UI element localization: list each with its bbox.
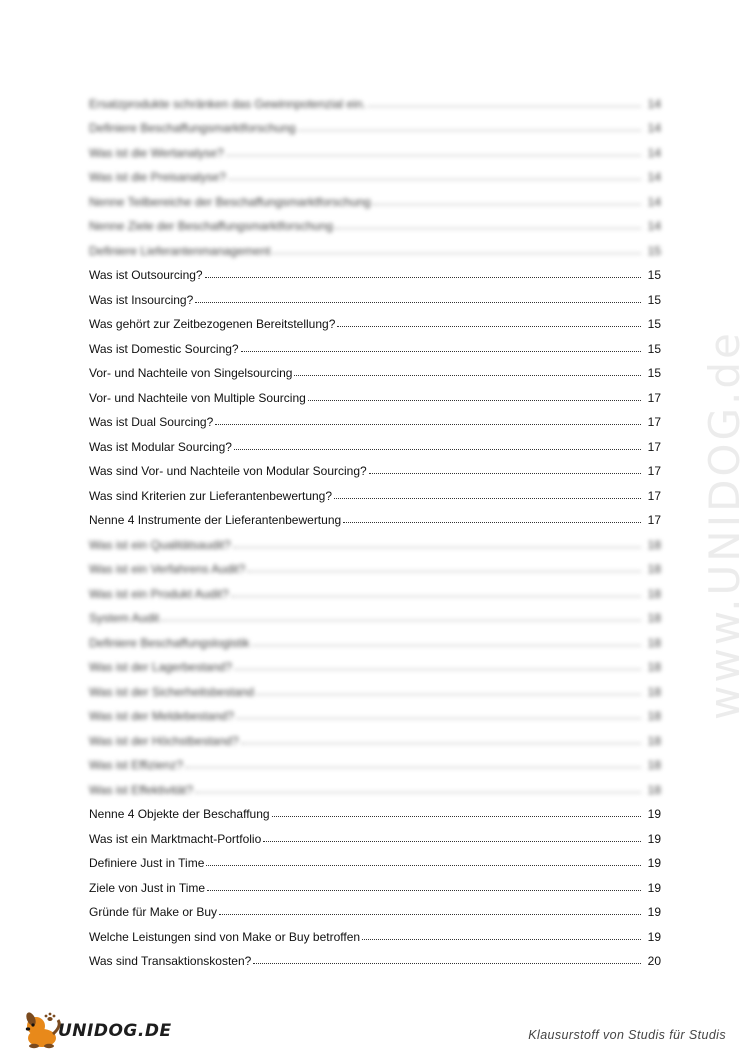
toc-entry-page: 14	[647, 194, 661, 209]
toc-entry-title: Was ist die Wertanalyse?	[89, 145, 224, 160]
toc-entry-page: 17	[647, 415, 661, 429]
toc-dot-leader	[294, 375, 641, 376]
toc-entry-title: Nenne 4 Instrumente der Lieferantenbewertung	[89, 513, 342, 527]
toc-entry-title: Was ist ein Marktmacht-Portfolio	[89, 831, 262, 846]
toc-dot-leader	[219, 914, 641, 915]
toc-dot-leader	[252, 645, 641, 646]
toc-dot-leader	[272, 253, 641, 254]
toc-entry-title: Definiere Beschaffungslogistik	[89, 635, 250, 650]
toc-dot-leader	[369, 473, 641, 474]
toc-entry-page: 19	[647, 929, 661, 944]
toc-entry-page: 17	[647, 464, 661, 478]
toc-dot-leader	[373, 204, 641, 205]
dog-mascot-icon	[24, 1011, 59, 1048]
toc-entry-page: 17	[647, 439, 661, 454]
toc-dot-leader	[195, 792, 641, 793]
toc-entry-page: 14	[647, 121, 661, 135]
toc-entry-title: Definiere Just in Time	[89, 856, 205, 870]
toc-dot-leader	[195, 302, 641, 303]
toc-entry-page: 19	[647, 856, 661, 870]
toc-entry-page: 14	[647, 170, 661, 184]
toc-entry-title: Was sind Transaktionskosten?	[89, 954, 252, 968]
toc-dot-leader	[247, 571, 641, 572]
toc-entry-page: 14	[647, 145, 661, 160]
toc-entry-title: Nenne Teilbereiche der Beschaffungsmarktforschung	[89, 194, 371, 209]
toc-entry[interactable]	[89, 233, 661, 258]
toc-entry-page: 18	[647, 758, 661, 772]
toc-dot-leader	[234, 669, 641, 670]
toc-entry-title: Was ist die Preisanalyse?	[89, 170, 226, 184]
toc-entry-title: Was sind Vor- und Nachteile von Modular Sourcing?	[89, 464, 367, 478]
toc-entry-title: Was gehört zur Zeitbezogenen Bereitstellung?	[89, 317, 336, 331]
toc-entry-page: 15	[647, 292, 661, 307]
toc-entry-title: Vor- und Nachteile von Multiple Sourcing	[89, 390, 306, 405]
toc-entry-page: 18	[647, 660, 661, 674]
toc-entry-page: 18	[647, 562, 661, 576]
toc-entry-page: 17	[647, 488, 661, 503]
toc-entry-title: Was ist ein Verfahrens Audit?	[89, 562, 246, 576]
toc-entry-title: Was ist der Höchstbestand?	[89, 733, 239, 748]
toc-entry[interactable]	[89, 772, 661, 797]
toc-entry[interactable]	[89, 699, 661, 724]
toc-entry[interactable]	[89, 429, 661, 454]
toc-dot-leader	[231, 596, 641, 597]
toc-entry[interactable]	[89, 258, 661, 283]
toc-entry-page: 18	[647, 586, 661, 601]
toc-entry[interactable]	[89, 723, 661, 748]
toc-entry[interactable]	[89, 184, 661, 209]
toc-entry-page: 17	[647, 390, 661, 405]
toc-entry[interactable]	[89, 601, 661, 626]
toc-dot-leader	[241, 351, 641, 352]
toc-dot-leader	[205, 277, 641, 278]
toc-entry-title: Vor- und Nachteile von Singelsourcing	[89, 366, 293, 380]
toc-entry-title: Was ist ein Qualitätsaudit?	[89, 537, 231, 552]
toc-entry[interactable]	[89, 331, 661, 356]
toc-entry[interactable]	[89, 895, 661, 920]
toc-entry-title: Definiere Beschaffungsmarktforschung	[89, 121, 296, 135]
toc-entry-title: Ziele von Just in Time	[89, 880, 206, 895]
toc-entry-title: Was ist Effektivität?	[89, 782, 194, 797]
toc-dot-leader	[337, 326, 641, 327]
toc-dot-leader	[234, 449, 641, 450]
logo-text: UNIDOG.DE	[58, 1021, 172, 1041]
toc-entry-title: Was ist Effizienz?	[89, 758, 184, 772]
toc-entry-page: 18	[647, 709, 661, 723]
toc-entry[interactable]	[89, 797, 661, 822]
toc-dot-leader	[236, 718, 641, 719]
toc-dot-leader	[206, 865, 641, 866]
toc-entry[interactable]	[89, 160, 661, 185]
toc-entry[interactable]	[89, 356, 661, 381]
toc-entry[interactable]	[89, 650, 661, 675]
toc-entry[interactable]	[89, 674, 661, 699]
toc-entry[interactable]	[89, 625, 661, 650]
toc-entry-title: Was ist Modular Sourcing?	[89, 439, 232, 454]
toc-entry-page: 17	[647, 513, 661, 527]
toc-entry-title: Was ist der Sicherheitsbestand	[89, 684, 254, 699]
toc-dot-leader	[215, 424, 641, 425]
footer-slogan: Klausurstoff von Studis für Studis	[528, 1028, 726, 1042]
toc-entry-page: 18	[647, 684, 661, 699]
toc-entry-title: Was ist Outsourcing?	[89, 268, 203, 282]
toc-entry-title: Ersatzprodukte schränken das Gewinnpotenzial ein.	[89, 96, 366, 111]
toc-entry-page: 18	[647, 733, 661, 748]
table-of-contents	[89, 86, 661, 968]
toc-dot-leader	[185, 767, 641, 768]
toc-dot-leader	[161, 620, 641, 621]
toc-dot-leader	[256, 694, 641, 695]
toc-entry-page: 14	[647, 96, 661, 111]
toc-entry[interactable]	[89, 86, 661, 111]
toc-entry-page: 20	[647, 954, 661, 968]
toc-entry[interactable]	[89, 846, 661, 871]
toc-dot-leader	[308, 400, 641, 401]
toc-entry-title: Welche Leistungen sind von Make or Buy betroffen	[89, 929, 361, 944]
toc-entry[interactable]	[89, 944, 661, 969]
toc-dot-leader	[228, 179, 641, 180]
toc-entry-page: 19	[647, 880, 661, 895]
toc-entry[interactable]	[89, 748, 661, 773]
toc-entry[interactable]	[89, 135, 661, 160]
toc-dot-leader	[253, 963, 641, 964]
toc-entry-page: 15	[647, 268, 661, 282]
toc-entry-title: Was sind Kriterien zur Lieferantenbewertung?	[89, 488, 333, 503]
toc-entry-title: Gründe für Make or Buy	[89, 905, 218, 919]
toc-dot-leader	[362, 939, 641, 940]
toc-entry-page: 19	[647, 905, 661, 919]
toc-dot-leader	[368, 106, 641, 107]
toc-entry[interactable]	[89, 380, 661, 405]
toc-entry-title: System Audit	[89, 611, 160, 625]
toc-entry-page: 19	[647, 831, 661, 846]
toc-entry-title: Definiere Lieferantenmanagement	[89, 243, 271, 258]
toc-entry[interactable]	[89, 454, 661, 479]
toc-entry-page: 15	[647, 366, 661, 380]
toc-dot-leader	[207, 890, 641, 891]
toc-entry[interactable]	[89, 870, 661, 895]
toc-dot-leader	[233, 547, 641, 548]
toc-entry[interactable]	[89, 503, 661, 528]
toc-entry[interactable]	[89, 282, 661, 307]
toc-entry-page: 15	[647, 243, 661, 258]
toc-dot-leader	[298, 130, 641, 131]
toc-dot-leader	[343, 522, 641, 523]
toc-dot-leader	[335, 228, 641, 229]
toc-entry-title: Was ist Dual Sourcing?	[89, 415, 214, 429]
toc-entry[interactable]	[89, 552, 661, 577]
toc-entry[interactable]	[89, 478, 661, 503]
toc-entry-page: 18	[647, 537, 661, 552]
toc-dot-leader	[334, 498, 641, 499]
toc-entry-title: Was ist Domestic Sourcing?	[89, 341, 239, 356]
toc-entry-title: Was ist Insourcing?	[89, 292, 194, 307]
toc-entry-title: Nenne 4 Objekte der Beschaffung	[89, 807, 270, 821]
toc-dot-leader	[272, 816, 641, 817]
toc-entry[interactable]	[89, 307, 661, 332]
toc-dot-leader	[263, 841, 641, 842]
toc-entry[interactable]	[89, 821, 661, 846]
watermark: www.UNIDOG.de	[700, 330, 749, 720]
toc-entry[interactable]	[89, 405, 661, 430]
toc-entry-title: Was ist der Lagerbestand?	[89, 660, 232, 674]
toc-dot-leader	[241, 743, 641, 744]
toc-entry-title: Was ist der Meldebestand?	[89, 709, 234, 723]
toc-entry[interactable]	[89, 576, 661, 601]
toc-dot-leader	[226, 155, 641, 156]
toc-entry-page: 15	[647, 341, 661, 356]
toc-entry-page: 19	[647, 807, 661, 821]
toc-entry[interactable]	[89, 919, 661, 944]
toc-entry[interactable]	[89, 111, 661, 136]
toc-entry[interactable]	[89, 209, 661, 234]
toc-entry-page: 15	[647, 317, 661, 331]
toc-entry-title: Nenne Ziele der Beschaffungsmarktforschung	[89, 219, 333, 233]
toc-entry[interactable]	[89, 527, 661, 552]
toc-entry-page: 18	[647, 635, 661, 650]
toc-entry-page: 18	[647, 611, 661, 625]
toc-entry-page: 14	[647, 219, 661, 233]
toc-entry-title: Was ist ein Produkt Audit?	[89, 586, 229, 601]
toc-entry-page: 18	[647, 782, 661, 797]
